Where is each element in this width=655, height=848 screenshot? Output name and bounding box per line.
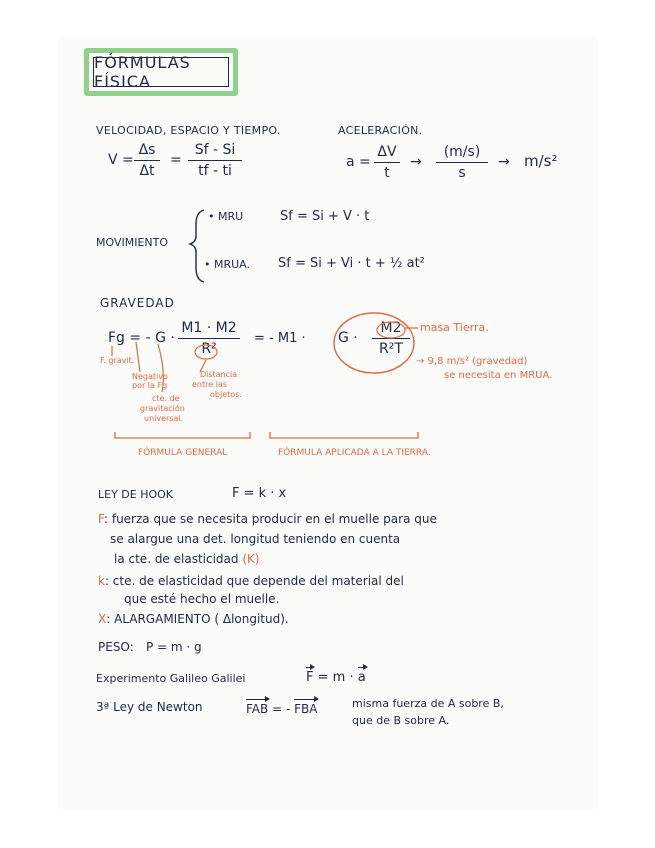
newton-fba: FBA <box>294 702 318 716</box>
hooke-f-k: (K) <box>242 552 260 566</box>
gravedad-eq: = - M1 · <box>254 331 306 346</box>
gravedad-g: G · <box>338 330 358 346</box>
aceleracion-den2: s <box>458 165 466 181</box>
hooke-f-line-1 <box>98 512 437 526</box>
galileo-f: F <box>306 670 314 685</box>
peso-label: PESO: <box>98 640 134 654</box>
mru-label: • MRU <box>208 210 244 223</box>
newton-formula <box>246 702 317 716</box>
ann-distancia: Distancia <box>200 370 238 379</box>
mru-formula: Sf = Si + V · t <box>280 209 370 224</box>
gravedad-num: M1 · M2 <box>181 320 237 336</box>
velocidad-num2: Sf - Si <box>194 142 236 158</box>
formula-general-label: FÓRMULA GENERAL <box>138 448 228 458</box>
aceleracion-arrow-1: → <box>410 154 422 170</box>
aceleracion-arrow-2: → <box>498 154 510 170</box>
velocidad-num: Δs <box>138 142 156 158</box>
hooke-k-line-1 <box>98 574 404 588</box>
page-title: FÓRMULAS FÍSICA <box>93 57 229 87</box>
galileo-eq: = m · <box>317 670 354 685</box>
hooke-x-key: X <box>98 612 107 626</box>
aceleracion-heading: ACELERACIÓN. <box>338 124 423 137</box>
mrua-label: • MRUA. <box>204 258 250 271</box>
ann-negativo-2: por la Fg <box>132 381 168 390</box>
ann-fgrav: F. gravit. <box>100 356 135 365</box>
hooke-f-text-1: : fuerza que se necesita producir en el muelle para que <box>103 512 437 526</box>
hooke-f-text-2: se alargue una det. longitud teniendo en cuenta <box>110 532 401 546</box>
note-gravedad-2: se necesita en MRUA. <box>444 370 553 381</box>
note-gravedad: → 9,8 m/s² (gravedad) <box>416 356 528 367</box>
formula-aplicada-label: FÓRMULA APLICADA A LA TIERRA. <box>278 448 431 458</box>
galileo-formula <box>306 670 366 685</box>
newton-eq: = - <box>272 702 291 716</box>
hooke-f-text-3: la cte. de elasticidad <box>114 552 239 566</box>
hooke-k-key: k <box>98 574 105 588</box>
newton-text-2: que de B sobre A. <box>352 714 450 727</box>
gravedad-heading: GRAVEDAD <box>100 296 175 310</box>
hooke-formula: F = k · x <box>232 486 287 501</box>
mrua-formula: Sf = Si + Vi · t + ½ at² <box>278 256 425 271</box>
movimiento-label: MOVIMIENTO <box>96 236 169 249</box>
gravedad-den: R² <box>201 341 217 357</box>
velocidad-eq: = <box>170 152 182 168</box>
newton-fab: FAB <box>246 702 269 716</box>
velocidad-heading: VELOCIDAD, ESPACIO Y TIEMPO. <box>96 124 281 137</box>
ann-negativo: Negativo <box>132 372 168 381</box>
velocidad-den: Δt <box>139 163 155 179</box>
hooke-x-line <box>98 612 289 626</box>
peso-formula: P = m · g <box>146 640 202 654</box>
ann-cte: cte. de <box>152 394 180 403</box>
gravedad-fg: Fg = - G · <box>108 330 175 346</box>
velocidad-lhs: V = <box>108 152 134 168</box>
ann-distancia-3: objetos. <box>210 390 242 399</box>
galileo-a: a <box>357 670 366 685</box>
newton-label: 3ª Ley de Newton <box>96 700 203 714</box>
aceleracion-num2: (m/s) <box>443 144 481 160</box>
hooke-x-text: : ALARGAMIENTO ( Δlongitud). <box>106 612 289 626</box>
ann-cte-2: gravitación <box>140 404 185 413</box>
hooke-f-key: F <box>98 512 104 526</box>
velocidad-den2: tf - ti <box>198 163 232 179</box>
galileo-label: Experimento Galileo Galilei <box>96 672 246 685</box>
aceleracion-lhs: a = <box>346 154 371 170</box>
hooke-k-text-2: que esté hecho el muelle. <box>124 592 280 606</box>
ann-distancia-2: entre las <box>192 380 227 389</box>
note-masa-tierra: masa Tierra. <box>420 321 489 334</box>
newton-text-1: misma fuerza de A sobre B, <box>352 697 504 710</box>
aceleracion-den: t <box>384 165 390 181</box>
hooke-heading: LEY DE HOOK <box>98 488 174 501</box>
ann-cte-3: universal. <box>144 414 184 423</box>
aceleracion-unit: m/s² <box>524 152 558 170</box>
hooke-f-line-3 <box>114 552 260 566</box>
aceleracion-num: ΔV <box>377 144 397 160</box>
hooke-k-text-1: : cte. de elasticidad que depende del material del <box>104 574 404 588</box>
gravedad-num2: M2 <box>380 320 402 336</box>
gravedad-den2: R²T <box>379 341 403 357</box>
